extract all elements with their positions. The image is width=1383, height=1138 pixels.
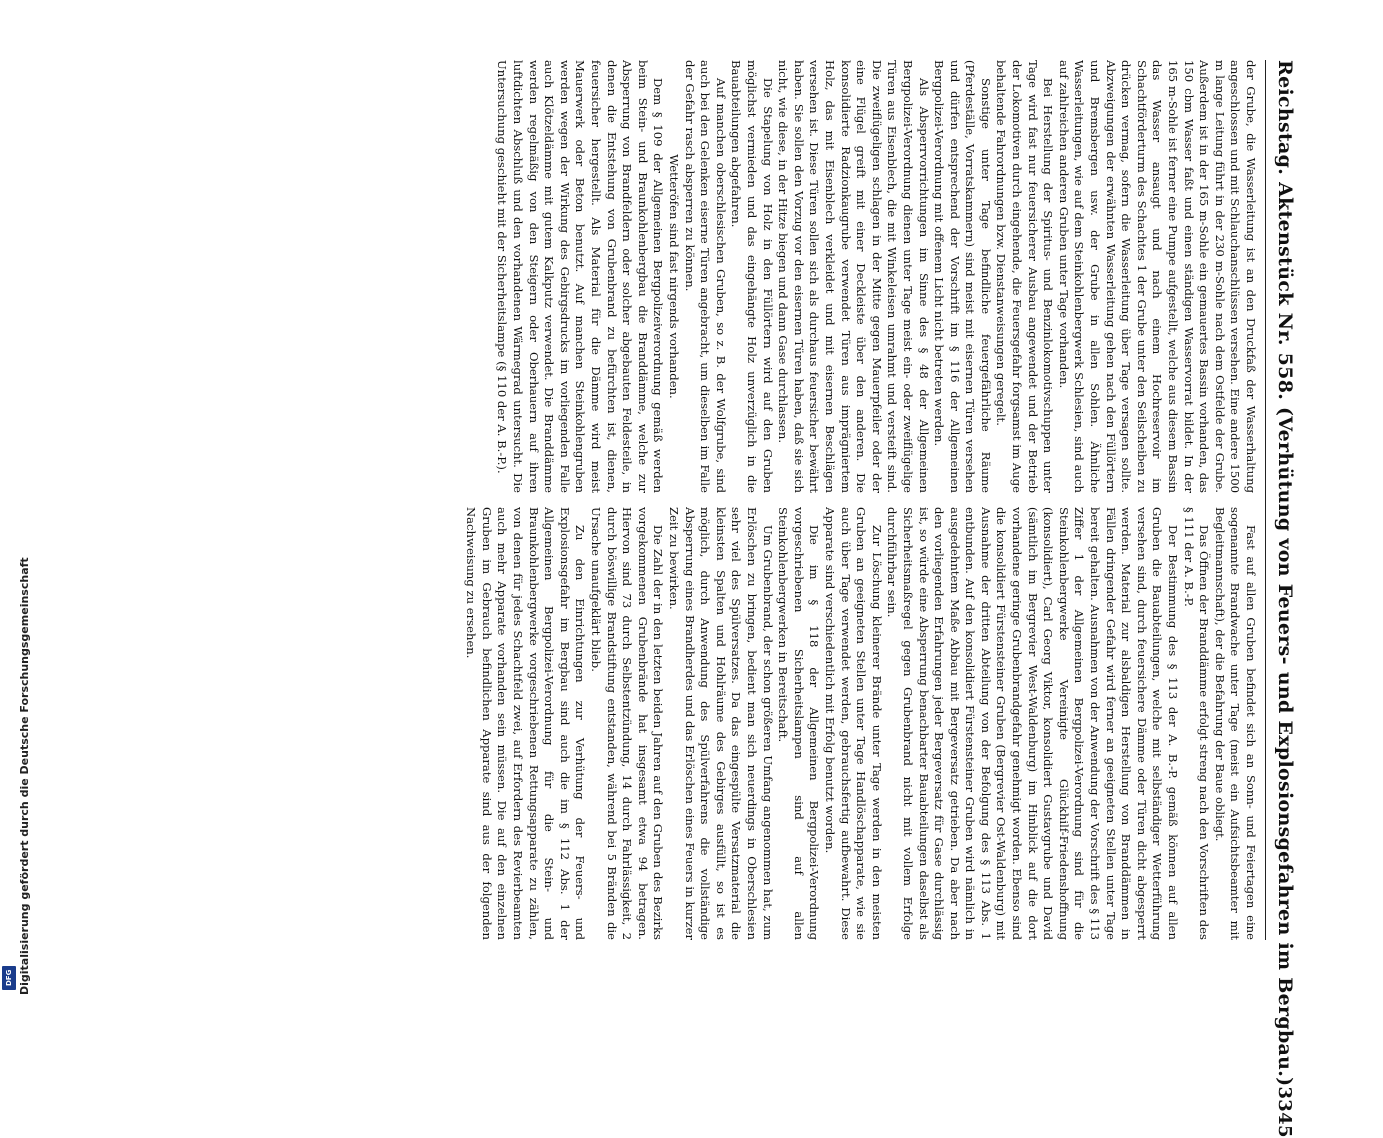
- document-page: [160, 60, 1300, 1138]
- paragraph: Zu den Einrichtungen zur Verhütung der Feuers- und Explosionsgefahr im Bergbau sind auch die im § 112 Abs. 1 der Allgemeinen Bergpolizei-Verordnung für die Stein- und Braunkohlenbergwerke vorgeschriebenen Rettungsapparate zu zählen, von denen für jedes Schachtfeld zwei, auf Erfordern des Revierbeamten auch mehr Apparate vorhanden sein müssen. Die auf den einzelnen Gruben im Gebrauch befindlichen Apparate sind aus der folgenden Nachweisung zu ersehen.: [464, 507, 588, 940]
- credit-text: Digitalisierung gefördert durch die Deutsche Forschungsgemeinschaft: [18, 557, 31, 995]
- paragraph: Bei Herstellung der Spiritus- und Benzinlokomotivschuppen unter Tage wird fast nur feuersicherer Ausbau angewendet und der Betrieb der Lokomotiven durch eingehende, die Feuersgefahr forgsamst im Auge behaltende Fahrordnungen bzw. Dienstanweisungen geregelt.: [994, 60, 1056, 493]
- page-header: [1265, 60, 1300, 1138]
- paragraph: Als Absperrvorrichtungen im Sinne des § 48 der Allgemeinen Bergpolizei-Verordnung dienen unter Tage meist ein- oder zweiflügelige Türen aus Eisenblech, die mit Winkeleisen umrahmt und versteift sind. Die zweiflügeligen schlagen in der Mitte gegen Mauerpfeiler oder der eine Flügel greift mit einer Deckleiste über den anderen. Die konsolidierte Radzionkaugrube verwendet Türen aus imprägniertem Holz, das mit Eisenblech verkleidet und mit eisernen Beschlägen versehen ist. Diese Türen sollen sich als durchaus feuersicher bewährt haben. Sie sollen den Vorzug vor den eisernen Türen haben, daß sie sich nicht, wie diese, in der Hitze biegen und dann Gase durchlassen.: [776, 60, 931, 493]
- paragraph: Die Stapelung von Holz in den Füllörtern wird auf den Gruben möglichst vermieden und das eingehängte Holz unverzüglich in die Bauabteilungen abgefahren.: [729, 60, 775, 493]
- dfg-logo: DFG: [2, 966, 16, 990]
- digitization-credit: [4, 120, 31, 1000]
- left-column: [160, 60, 1258, 493]
- paragraph: Wetteröfen sind fast nirgends vorhanden.: [667, 154, 682, 399]
- paragraph: Die im § 118 der Allgemeinen Bergpolizei-Verordnung vorgeschriebenen Sicherheitslampen sind auf allen Steinkohlenbergwerken in Bereitschaft.: [776, 507, 822, 940]
- paragraph: Fast auf allen Gruben befindet sich an Sonn- und Feiertagen eine sogenannte Brandwache unter Tage (meist ein Aufsichtsbeamter mit Begleitmannschaft), der die Befahrung der Baue obliegt.: [1212, 507, 1258, 940]
- paragraph: Sonstige unter Tage befindliche feuergefährliche Räume (Pferdeställe, Vorratskammern) sind meist mit eisernen Türen versehen und dürfen entsprechend der Vorschrift im § 116 der Allgemeinen Bergpolizei-Verordnung mit offenem Licht nicht betreten werden.: [932, 60, 993, 493]
- paragraph: der Grube, die Wasserleitung ist an den Druckfaß der Wasserhaltung angeschlossen und mit Schlauchanschlüssen versehen. Eine andere 1500 m lange Leitung führt in der 230 m-Sohle nach dem Ostfelde der Grube. Außerdem ist in der 165 m-Sohle ein gemauertes Bassin vorhanden, das 150 cbm Wasser faßt und einen ständigen Wasservorrat bildet. In der 165 m-Sohle ist ferner eine Pumpe aufgestellt, welche aus diesem Bassin das Wasser ansaugt und nach einem Hochreservoir im Schachtförderturm des Schachtes 1 der Grube unter den Seilscheiben zu drücken vermag, sofern die Wasserleitung über Tage versagen sollte. Abzweigungen der erwähnten Wasserleitung gehen nach den Füllörtern und Bremsbergen usw. der Grube in allen Sohlen. Ähnliche Wasserleitungen, wie auf dem Steinkohlenbergwerk Schlesien, sind auch auf zahlreichen anderen Gruben unter Tage vorhanden.: [1056, 60, 1258, 493]
- paragraph: Das Öffnen der Branddämme erfolgt streng nach den Vorschriften des § 111 der A. B.-P.: [1181, 507, 1212, 940]
- paragraph: Zur Löschung kleinerer Brände unter Tage werden in den meisten Gruben an geeigneten Stellen unter Tage Handlöschapparate, wie sie auch über Tage verwendet werden, gebrauchsfertig aufbewahrt. Diese Apparate sind verschiedentlich mit Erfolg benutzt worden.: [822, 507, 884, 940]
- text-columns: [160, 60, 1258, 940]
- page-number: 3345: [1274, 1086, 1296, 1138]
- paragraph: Um Grubenbrand, der schon größeren Umfang angenommen hat, zum Erlöschen zu bringen, bedient man sich neuerdings in Oberschlesien sehr viel des Spülversatzes. Da das eingespülte Versatzmaterial die kleinsten Spalten und Hohlräume des Gebirges ausfüllt, so ist es möglich, durch Anwendung des Spülverfahrens die vollständige Absperrung eines Brandherdes und das Erlöschen eines Feuers in kurzer Zeit zu bewirken.: [667, 507, 775, 940]
- right-column: [160, 507, 1258, 940]
- paragraph: Die Zahl der in den letzten beiden Jahren auf den Gruben des Bezirks vorgekommenen Grubenbrände hat insgesamt etwa 94 betragen. Hiervon sind 73 durch Selbstentzündung, 14 durch Fahrlässigkeit, 2 durch böswillige Brandstiftung entstanden, während bei 5 Bränden die Ursache unaufgeklärt blieb.: [589, 507, 666, 940]
- page-title: Reichstag. Aktenstück Nr. 558. (Verhütung von Feuers- und Explosionsgefahren im Bergbau.): [1274, 60, 1296, 1087]
- paragraph: Der Bestimmung des § 113 der A. B.-P. gemäß können auf allen Gruben die Bauabteilungen, welche mit selbständiger Wetterführung versehen sind, durch feuersichere Dämme oder Türen dicht abgesperrt werden. Material zur alsbaldigen Herstellung von Branddämmen in Fällen dringender Gefahr wird ferner an geeigneten Stellen unter Tage bereit gehalten. Ausnahmen von der Anwendung der Vorschrift des § 113 Ziffer 1 der Allgemeinen Bergpolizei-Verordnung sind für die Steinkohlenbergwerke Vereinigte Glückhilf-Friedenshoffnung (konsolidiert), Carl Georg Viktor, konsolidiert Gustavgrube und David (sämtlich im Bergrevier West-Waldenburg) im Hinblick auf die dort vorhandene geringe Grubenbrandgefahr genehmigt worden. Ebenso sind die konsolidiert Fürstensteiner Gruben (Bergrevier Ost-Waldenburg) mit Ausnahme der dritten Abteilung von der Befolgung des § 113 Abs. 1 entbunden. Auf den konsolidiert Fürstensteiner Gruben wird nämlich in ausgedehntem Maße Abbau mit Bergeversatz getrieben. Da aber nach den vorliegenden Erfahrungen jeder Bergeversatz für Gase durchlässig ist, so würde eine Absperrung benachbarter Bauabteilungen daselbst als Sicherheitsmaßregel gegen Grubenbrand nicht mit vollem Erfolge durchführbar sein.: [885, 507, 1181, 940]
- paragraph: Dem § 109 der Allgemeinen Bergpolizeiverordnung gemäß werden beim Stein- und Braunkohlenbergbau die Branddämme, welche zur Absperrung von Brandfeldern oder solcher abgebauten Feldesteile, in denen die Entstehung von Grubenbrand zu befürchten ist, dienen, feuersicher hergestellt. Als Material für die Dämme wird meist Mauerwerk oder Beton benutzt. Auf manchen Steinkohlengruben werden wegen der Wirkung des Gebirgsdrucks im vorliegenden Falle auch Klötzeldämme mit gutem Kalkputz verwendet. Die Branddämme werden regelmäßig von den Steigern oder Oberhauern auf ihren luftdichten Abschluß und den vorhandenen Wärmegrad untersucht. Die Untersuchung geschieht mit der Sicherheitslampe (§ 110 der A. B.-P.).: [495, 60, 666, 493]
- paragraph: Auf manchen oberschlesischen Gruben, so z. B. der Wolfgrube, sind auch bei den Gelenken eiserne Türen angebracht, um dieselben im Falle der Gefahr rasch absperren zu können.: [682, 60, 728, 493]
